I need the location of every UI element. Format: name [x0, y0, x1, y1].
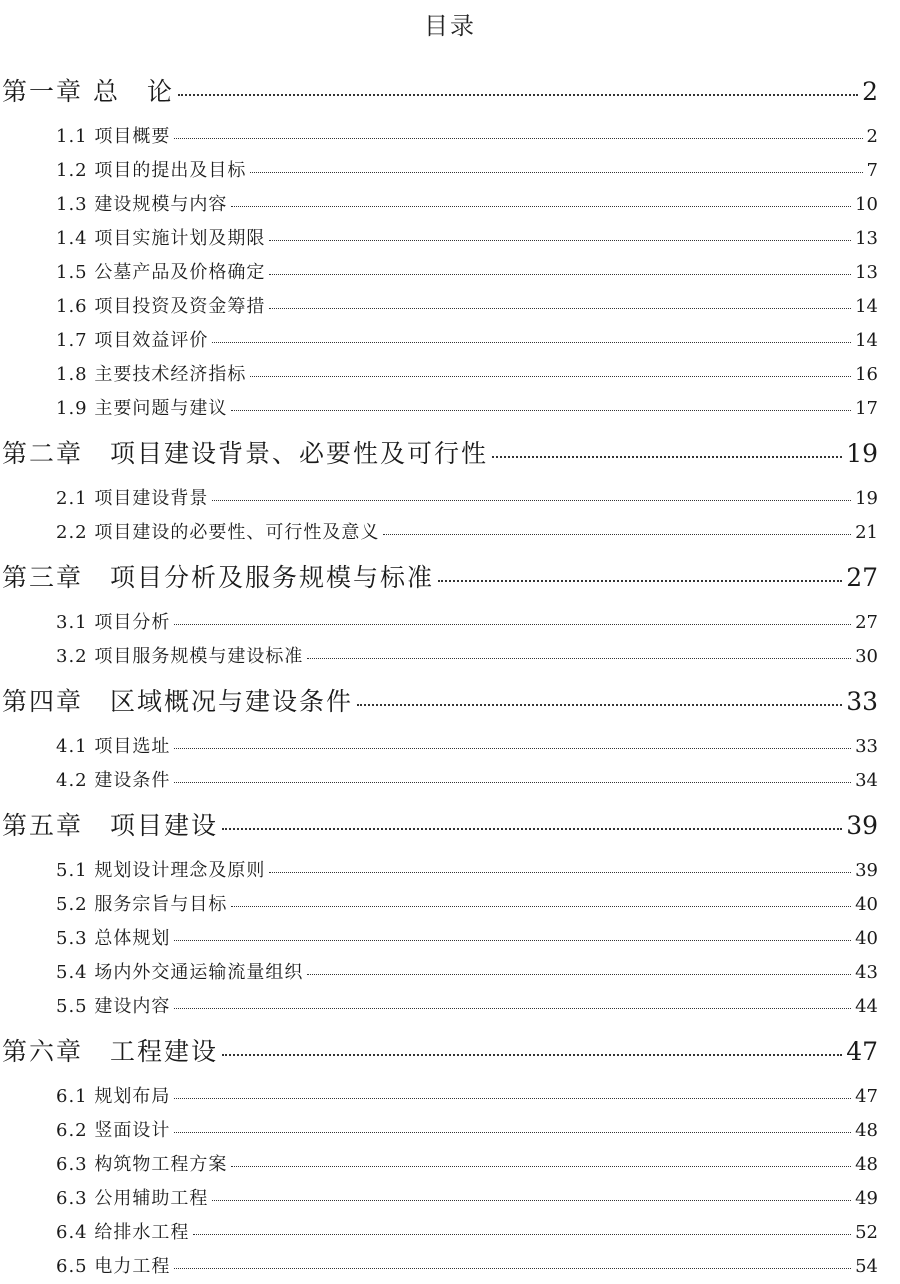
- toc-entry-section[interactable]: [0, 1148, 900, 1182]
- toc-entry-page-number: 14: [855, 296, 878, 317]
- toc-entry-section[interactable]: [0, 764, 900, 798]
- dot-leader: [222, 1054, 842, 1056]
- toc-entry-page-number: 47: [855, 1086, 878, 1107]
- toc-entry-chapter[interactable]: [0, 426, 900, 482]
- toc-entry-page-number: 43: [855, 962, 878, 983]
- toc-entry-section[interactable]: [0, 956, 900, 990]
- dot-leader: [438, 580, 842, 582]
- dot-leader: [269, 240, 851, 241]
- toc-title: 目录: [424, 12, 476, 40]
- dot-leader: [174, 1268, 851, 1269]
- toc-entry-label: 6.1 规划布局: [56, 1086, 171, 1107]
- toc-entry-label: 5.2 服务宗旨与目标: [56, 894, 228, 915]
- dot-leader: [231, 1166, 851, 1167]
- toc-entry-page-number: 16: [855, 364, 878, 385]
- toc-entry-section[interactable]: [0, 222, 900, 256]
- toc-entry-page-number: 2: [866, 126, 878, 147]
- toc-entry-section[interactable]: [0, 1182, 900, 1216]
- dot-leader: [250, 172, 862, 173]
- toc-entry-section[interactable]: [0, 324, 900, 358]
- toc-entry-label: 1.7 项目效益评价: [56, 330, 209, 351]
- toc-entry-label: 5.3 总体规划: [56, 928, 171, 949]
- dot-leader: [357, 704, 842, 706]
- toc-entry-section[interactable]: [0, 730, 900, 764]
- toc-entry-section[interactable]: [0, 1216, 900, 1250]
- toc-entry-page-number: 52: [855, 1222, 878, 1243]
- toc-entry-chapter[interactable]: [0, 64, 900, 120]
- toc-entry-label: 3.1 项目分析: [56, 612, 171, 633]
- toc-entry-label: 4.1 项目选址: [56, 736, 171, 757]
- toc-entry-chapter[interactable]: [0, 674, 900, 730]
- toc-entry-label: 1.1 项目概要: [56, 126, 171, 147]
- toc-entry-label: 3.2 项目服务规模与建设标准: [56, 646, 304, 667]
- dot-leader: [231, 906, 851, 907]
- dot-leader: [492, 456, 842, 458]
- toc-entry-page-number: 30: [855, 646, 878, 667]
- toc-entry-label: 6.2 竖面设计: [56, 1120, 171, 1141]
- dot-leader: [269, 872, 851, 873]
- toc-entry-label: 6.5 电力工程: [56, 1256, 171, 1277]
- dot-leader: [174, 748, 851, 749]
- toc-entry-section[interactable]: [0, 516, 900, 550]
- toc-entry-section[interactable]: [0, 640, 900, 674]
- toc-entry-page-number: 14: [855, 330, 878, 351]
- toc-entry-page-number: 13: [855, 262, 878, 283]
- toc-entry-page-number: 34: [855, 770, 878, 791]
- dot-leader: [178, 94, 858, 96]
- toc-entry-label: 2.1 项目建设背景: [56, 488, 209, 509]
- toc-entry-section[interactable]: [0, 990, 900, 1024]
- dot-leader: [174, 1132, 851, 1133]
- toc-entry-page-number: 17: [855, 398, 878, 419]
- toc-entry-page-number: 40: [855, 894, 878, 915]
- toc-entry-section[interactable]: [0, 120, 900, 154]
- toc-entry-page-number: 7: [866, 160, 878, 181]
- toc-entry-label: 6.3 公用辅助工程: [56, 1188, 209, 1209]
- toc-entry-page-number: 2: [862, 77, 878, 106]
- toc-entry-section[interactable]: [0, 482, 900, 516]
- toc-entry-section[interactable]: [0, 358, 900, 392]
- toc-entry-label: 1.2 项目的提出及目标: [56, 160, 247, 181]
- toc-entry-section[interactable]: [0, 1250, 900, 1284]
- dot-leader: [231, 410, 851, 411]
- toc-entry-label: 5.5 建设内容: [56, 996, 171, 1017]
- dot-leader: [174, 940, 851, 941]
- toc-entry-label: 2.2 项目建设的必要性、可行性及意义: [56, 522, 380, 543]
- toc-entry-label: 1.4 项目实施计划及期限: [56, 228, 266, 249]
- toc-entry-label: 1.3 建设规模与内容: [56, 194, 228, 215]
- toc-entry-page-number: 39: [855, 860, 878, 881]
- dot-leader: [269, 274, 851, 275]
- toc-entry-section[interactable]: [0, 290, 900, 324]
- dot-leader: [174, 624, 851, 625]
- toc-entry-label: 第四章 区域概况与建设条件: [2, 687, 354, 716]
- toc-entry-page-number: 13: [855, 228, 878, 249]
- toc-entry-label: 第三章 项目分析及服务规模与标准: [2, 563, 435, 592]
- toc-entry-section[interactable]: [0, 922, 900, 956]
- toc-entry-label: 1.5 公墓产品及价格确定: [56, 262, 266, 283]
- dot-leader: [222, 828, 842, 830]
- toc-entry-label: 1.9 主要问题与建议: [56, 398, 228, 419]
- dot-leader: [212, 342, 851, 343]
- toc-entry-page-number: 40: [855, 928, 878, 949]
- toc-entry-page-number: 49: [855, 1188, 878, 1209]
- toc-entry-page-number: 39: [846, 811, 878, 840]
- toc-entry-label: 第一章 总 论: [2, 77, 174, 106]
- toc-entry-section[interactable]: [0, 256, 900, 290]
- toc-entry-label: 1.8 主要技术经济指标: [56, 364, 247, 385]
- dot-leader: [174, 782, 851, 783]
- toc-entry-page-number: 33: [855, 736, 878, 757]
- toc-entry-page-number: 33: [846, 687, 878, 716]
- toc-entry-page-number: 19: [846, 439, 878, 468]
- toc-entry-page-number: 27: [855, 612, 878, 633]
- toc-entry-chapter[interactable]: [0, 1024, 900, 1080]
- toc-entry-section[interactable]: [0, 188, 900, 222]
- dot-leader: [174, 138, 862, 139]
- toc-entry-page-number: 47: [846, 1037, 878, 1066]
- dot-leader: [250, 376, 851, 377]
- toc-entry-section[interactable]: [0, 392, 900, 426]
- toc-entry-label: 5.4 场内外交通运输流量组织: [56, 962, 304, 983]
- toc-entry-chapter[interactable]: [0, 798, 900, 854]
- toc-entry-page-number: 10: [855, 194, 878, 215]
- dot-leader: [383, 534, 851, 535]
- toc-entry-label: 6.3 构筑物工程方案: [56, 1154, 228, 1175]
- toc-entry-page-number: 21: [855, 522, 878, 543]
- dot-leader: [307, 974, 851, 975]
- dot-leader: [231, 206, 851, 207]
- toc-entry-page-number: 54: [855, 1256, 878, 1277]
- toc-entry-page-number: 48: [855, 1120, 878, 1141]
- toc-entry-page-number: 44: [855, 996, 878, 1017]
- toc-entry-label: 第二章 项目建设背景、必要性及可行性: [2, 439, 489, 468]
- toc-entry-label: 第五章 项目建设: [2, 811, 219, 840]
- dot-leader: [212, 1200, 851, 1201]
- dot-leader: [174, 1098, 851, 1099]
- toc-entry-label: 1.6 项目投资及资金筹措: [56, 296, 266, 317]
- toc-entry-page-number: 19: [855, 488, 878, 509]
- toc-entry-section[interactable]: [0, 1114, 900, 1148]
- dot-leader: [269, 308, 851, 309]
- toc-list: [0, 64, 900, 1284]
- toc-entry-section[interactable]: [0, 1080, 900, 1114]
- toc-entry-section[interactable]: [0, 888, 900, 922]
- toc-entry-page-number: 27: [846, 563, 878, 592]
- toc-entry-section[interactable]: [0, 154, 900, 188]
- toc-entry-section[interactable]: [0, 606, 900, 640]
- dot-leader: [174, 1008, 851, 1009]
- dot-leader: [193, 1234, 851, 1235]
- dot-leader: [212, 500, 851, 501]
- toc-entry-label: 5.1 规划设计理念及原则: [56, 860, 266, 881]
- toc-entry-label: 6.4 给排水工程: [56, 1222, 190, 1243]
- dot-leader: [307, 658, 851, 659]
- toc-entry-label: 第六章 工程建设: [2, 1037, 219, 1066]
- toc-entry-section[interactable]: [0, 854, 900, 888]
- toc-entry-chapter[interactable]: [0, 550, 900, 606]
- toc-entry-page-number: 48: [855, 1154, 878, 1175]
- toc-entry-label: 4.2 建设条件: [56, 770, 171, 791]
